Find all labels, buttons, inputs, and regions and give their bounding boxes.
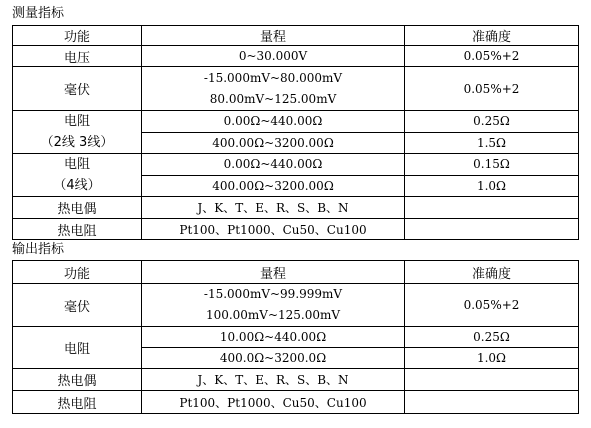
function-line: （2线 3线） (40, 135, 114, 150)
header-range: 量程 (142, 261, 405, 284)
range-cell: Pt100、Pt1000、Cu50、Cu100 (142, 391, 405, 414)
accuracy-cell: 0.25Ω (405, 327, 579, 348)
function-cell: 热电偶 (13, 197, 142, 219)
range-cell (142, 67, 405, 111)
table-header-row (13, 26, 579, 46)
function-cell: 毫伏 (13, 67, 142, 111)
range-cell: 400.00Ω~3200.00Ω (142, 175, 405, 197)
accuracy-cell: 0.15Ω (405, 154, 579, 176)
function-cell (13, 154, 142, 197)
table-row (13, 154, 579, 176)
range-cell (142, 284, 405, 327)
table-row (13, 111, 579, 133)
measurement-spec-table (12, 25, 579, 240)
function-cell: 热电偶 (13, 369, 142, 391)
table-row (13, 219, 579, 240)
function-line: 电阻 (63, 157, 90, 172)
table-row (13, 67, 579, 111)
function-cell: 热电阻 (13, 219, 142, 240)
range-cell: J、K、T、E、R、S、B、N (142, 369, 405, 391)
range-cell: J、K、T、E、R、S、B、N (142, 197, 405, 219)
function-line: 电阻 (63, 114, 90, 129)
accuracy-cell (405, 369, 579, 391)
accuracy-cell: 0.05%+2 (405, 46, 579, 67)
range-line: -15.000mV~99.999mV (203, 287, 343, 301)
output-spec-table (12, 260, 579, 414)
range-cell: 0.00Ω~440.00Ω (142, 111, 405, 133)
header-range: 量程 (142, 26, 405, 46)
range-cell: 0.00Ω~440.00Ω (142, 154, 405, 176)
table-row (13, 327, 579, 348)
table-row (13, 284, 579, 327)
accuracy-cell: 0.25Ω (405, 111, 579, 133)
accuracy-cell: 1.0Ω (405, 175, 579, 197)
accuracy-cell: 0.05%+2 (405, 284, 579, 327)
function-cell: 电阻 (13, 327, 142, 369)
range-cell: Pt100、Pt1000、Cu50、Cu100 (142, 219, 405, 240)
header-function: 功能 (13, 261, 142, 284)
header-accuracy: 准确度 (405, 26, 579, 46)
range-cell: 400.0Ω~3200.0Ω (142, 348, 405, 369)
function-line: （4线） (53, 178, 101, 193)
range-line: -15.000mV~80.000mV (203, 70, 343, 85)
range-cell: 10.00Ω~440.00Ω (142, 327, 405, 348)
function-cell: 毫伏 (13, 284, 142, 327)
table-row (13, 197, 579, 219)
accuracy-cell: 0.05%+2 (405, 67, 579, 111)
accuracy-cell: 1.0Ω (405, 348, 579, 369)
function-cell (13, 111, 142, 154)
header-accuracy: 准确度 (405, 261, 579, 284)
table-row (13, 46, 579, 67)
range-cell: 0~30.000V (142, 46, 405, 67)
table-header-row (13, 261, 579, 284)
output-section-title: 输出指标 (12, 242, 65, 257)
accuracy-cell (405, 219, 579, 240)
accuracy-cell (405, 391, 579, 414)
range-line: 100.00mV~125.00mV (205, 308, 341, 322)
range-cell: 400.00Ω~3200.00Ω (142, 132, 405, 154)
accuracy-cell (405, 197, 579, 219)
function-cell: 热电阻 (13, 391, 142, 414)
table-row (13, 369, 579, 391)
table-row (13, 391, 579, 414)
header-function: 功能 (13, 26, 142, 46)
function-cell: 电压 (13, 46, 142, 67)
measurement-section-title: 测量指标 (12, 6, 65, 21)
range-line: 80.00mV~125.00mV (209, 91, 337, 106)
accuracy-cell: 1.5Ω (405, 132, 579, 154)
